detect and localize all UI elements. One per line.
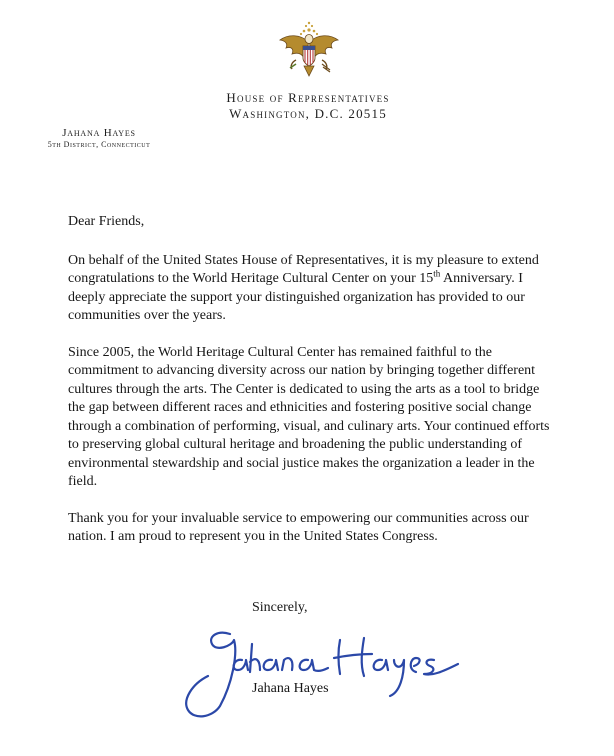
- signatory-name: Jahana Hayes: [252, 681, 329, 696]
- letter-body: [68, 213, 554, 565]
- closing: Sincerely,: [252, 600, 308, 615]
- letterhead-title: [180, 90, 436, 122]
- house-seal-icon: [276, 20, 342, 82]
- paragraph-mission: Since 2005, the World Heritage Cultural Center has remained faithful to the commitment to advancing diversity across our nation by bringing together different cultures through the arts. The Center is dedicated to using the arts as a tool to bridge the gap between different races and ethnicities and fostering positive social change through a combination of performing, visual, and culinary arts. Your continued efforts to preserving global cultural heritage and broadening the public understanding of environmental stewardship and social justice makes the organization a leader in the field.: [68, 344, 550, 489]
- paragraph-thanks: Thank you for your invaluable service to empowering our communities across our nation. I am proud to represent you in the United States Congress.: [68, 510, 529, 544]
- member-name: Jahana Hayes: [62, 127, 136, 139]
- greeting: Dear Friends,: [68, 214, 145, 229]
- paragraph-1-text-end: Anniversary. I deeply appreciate the support your distinguished organization has provided to our communities over the years.: [68, 271, 525, 323]
- member-block: [24, 127, 174, 150]
- letterhead-line-address: Washington, D.C. 20515: [229, 106, 387, 121]
- paragraph-congratulations: [68, 252, 554, 326]
- letterhead-line-house: House of Representatives: [226, 90, 390, 105]
- signature: [168, 614, 468, 722]
- member-district: 5th District, Connecticut: [47, 140, 151, 149]
- ordinal-suffix: th: [433, 268, 441, 279]
- paragraph-1-text-start: On behalf of the United States House of Representatives, it is my pleasure to extend congratulations to the World Heritage Cultural Center on your 15: [68, 252, 539, 286]
